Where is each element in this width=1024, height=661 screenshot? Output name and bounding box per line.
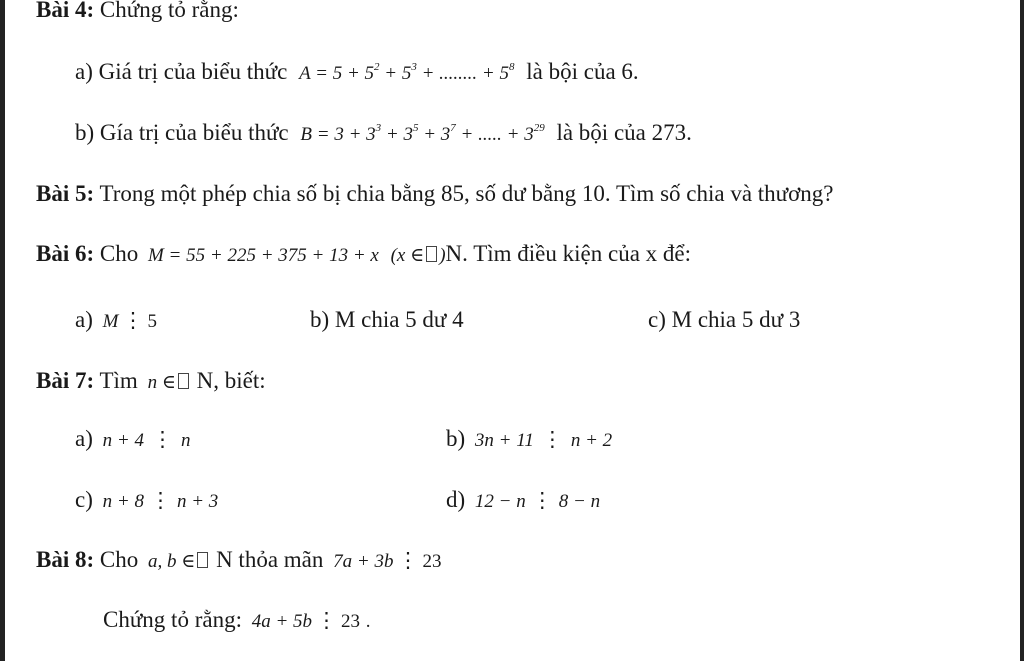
problem-8 (36, 546, 441, 576)
problem-8-conclusion-rhs: 23 (341, 611, 361, 632)
problem-6c: c) M chia 5 dư 3 (648, 307, 801, 332)
problem-6a (75, 306, 157, 336)
problem-7a-lhs: n + 4 (102, 430, 144, 451)
problem-6a-label: a) (75, 307, 93, 332)
problem-6-title: Bài 6: (36, 241, 95, 266)
divides-symbol: ⋮ (122, 308, 144, 332)
missing-glyph-box (197, 552, 208, 568)
problem-6-expression: M = 55 + 225 + 375 + 13 + x (147, 245, 379, 266)
problem-7-tim: Tìm (99, 368, 138, 393)
divides-symbol: ⋮ (397, 548, 419, 572)
problem-7a-label: a) (75, 426, 93, 451)
problem-7d-rhs: 8 − n (558, 491, 601, 512)
problem-8-prove: Chứng tỏ rằng: (103, 607, 242, 632)
problem-4b (75, 119, 692, 149)
problem-7c (75, 486, 218, 516)
divides-symbol: ⋮ (151, 427, 173, 451)
missing-glyph-box (426, 246, 437, 262)
problem-7a-rhs: n (180, 430, 191, 451)
problem-7d (446, 486, 600, 516)
problem-7-n-in: n ∈ (147, 372, 176, 393)
problem-6-condition: (x ∈ ) (390, 245, 446, 266)
problem-7c-rhs: n + 3 (176, 491, 219, 512)
problem-7b-label: b) (446, 426, 466, 451)
problem-7-tail: N, biết: (196, 368, 266, 393)
problem-4-title: Bài 4: (36, 0, 95, 22)
problem-7-title: Bài 7: (36, 368, 95, 393)
problem-6a-lhs: M (102, 311, 119, 332)
problem-8-title: Bài 8: (36, 547, 95, 572)
problem-4a-label: a) Giá trị của biểu thức (75, 59, 288, 84)
problem-7 (36, 367, 266, 397)
problem-8-vars: a, b ∈ (147, 551, 196, 572)
problem-7a (75, 425, 190, 455)
problem-6 (36, 240, 691, 270)
problem-7b (446, 425, 612, 455)
divides-symbol: ⋮ (149, 488, 171, 512)
problem-8-cho: Cho (99, 547, 139, 572)
problem-4b-label: b) Gía trị của biểu thức (75, 120, 289, 145)
problem-4b-tail: là bội của 273. (556, 120, 692, 145)
problem-7d-label: d) (446, 487, 466, 512)
problem-6-cho: Cho (99, 241, 139, 266)
problem-7b-lhs: 3n + 11 (474, 430, 534, 451)
problem-7d-lhs: 12 − n (474, 491, 526, 512)
divides-symbol: ⋮ (541, 427, 563, 451)
problem-8-conclusion-lhs: 4a + 5b (251, 611, 313, 632)
problem-5-text: Trong một phép chia số bị chia bằng 85, số dư bằng 10. Tìm số chia và thương? (99, 181, 834, 206)
problem-7c-label: c) (75, 487, 93, 512)
problem-4b-expression: $B = 3 + 3^3 + 3^5 + 3^7$ + ..... + $3^{29}$ (300, 122, 545, 145)
divides-symbol: ⋮ (531, 488, 553, 512)
problem-4-text: Chứng tỏ rằng: (99, 0, 239, 22)
missing-glyph-box (178, 373, 189, 389)
problem-7b-rhs: n + 2 (570, 430, 613, 451)
problem-4a (75, 58, 639, 88)
problem-5 (36, 180, 834, 208)
problem-4a-tail: là bội của 6. (526, 59, 639, 84)
problem-8-hypothesis-lhs: 7a + 3b (333, 551, 394, 572)
page-edge-left (0, 0, 5, 661)
divides-symbol: ⋮ (316, 608, 338, 632)
problem-6a-rhs: 5 (147, 311, 157, 332)
problem-8-dot: . (365, 611, 371, 632)
problem-4-heading (36, 0, 239, 24)
problem-4a-expression: $A = 5 + 5^2 + 5^3$ + ........ + $5^8$ (299, 61, 515, 84)
problem-7c-lhs: n + 8 (102, 491, 144, 512)
problem-8-hypothesis-rhs: 23 (422, 551, 442, 572)
problem-8-mid: N thỏa mãn (216, 547, 324, 572)
page-edge-right (1020, 0, 1024, 661)
problem-8-conclusion (103, 606, 371, 636)
problem-6-tail: N. Tìm điều kiện của x để: (445, 241, 692, 266)
problem-6b: b) M chia 5 dư 4 (310, 307, 464, 332)
problem-5-title: Bài 5: (36, 181, 95, 206)
